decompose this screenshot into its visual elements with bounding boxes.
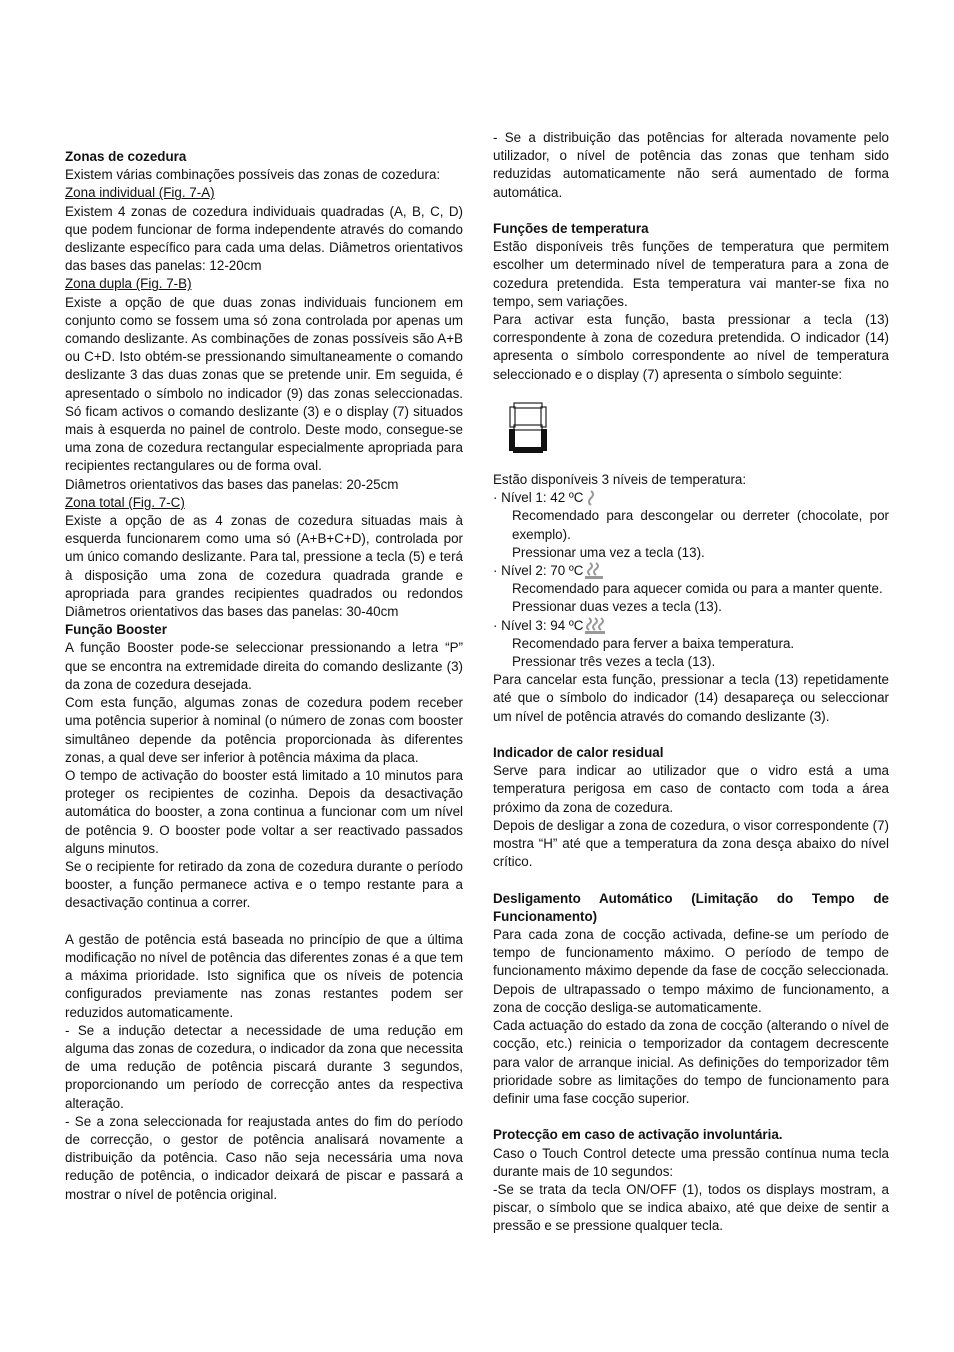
level-2-label: · Nível 2: 70 ºC xyxy=(493,563,584,579)
auto-p1: Para cada zona de cocção activada, define-se um período de tempo de funcionamento máximo. O período de tempo de funcionamento máximo depende da fase de cocção seleccionada. Depois de ultrapassado o tempo máximo de funcionamento, a zona de cocção desliga-se automaticamente. xyxy=(493,927,889,1015)
level-1-use: Recomendado para descongelar ou derreter (chocolate, por exemplo). xyxy=(512,508,889,542)
level-2 xyxy=(493,562,889,580)
heat-waves-3-icon xyxy=(584,617,606,635)
level-1 xyxy=(493,489,889,507)
right-column xyxy=(493,129,889,1236)
level-3-use: Recomendado para ferver a baixa temperatura. xyxy=(512,635,795,651)
temp-p2: Para activar esta função, basta pressionar a tecla (13) correspondente à zona de cozedura pretendida. O indicador (14) apresenta o símbolo correspondente ao nível de temperatura seleccionado e o display (7) apresenta o símbolo seguinte: xyxy=(493,312,889,382)
total-text: Existe a opção de as 4 zonas de cozedura situadas mais à esquerda funcionarem como uma só (A+B+C+D), controlada por um único comando deslizante. Para tal, pressione a tecla (5) e terá à disposição uma zona de cozedura quadrada grande e apropriada para grandes recipientes quadrados ou redondos Diâmetros orientativos das bases das panelas: 30-40cm xyxy=(65,513,463,620)
levels-intro: Estão disponíveis 3 níveis de temperatura: xyxy=(493,472,747,488)
dupla-title: Zona dupla (Fig. 7-B) xyxy=(65,276,192,292)
booster-title: Função Booster xyxy=(65,622,167,638)
total-title: Zona total (Fig. 7-C) xyxy=(65,494,185,510)
temp-title: Funções de temperatura xyxy=(493,221,649,236)
dupla-text: Existe a opção de que duas zonas individuais funcionem em conjunto como se fossem uma só zona controlada por apenas um comando deslizante. As combinações de zonas possíveis são A+B ou C+D. Isto obtém-se pressionando simultaneamente o comando deslizante 3 das duas zonas que se pretende unir. Em seguida, é apresentado o símbolo no indicador (9) das zonas seleccionadas. Só ficam activos o comando deslizante (3) e o display (7) situados mais à esquerda no painel de controlo. Deste modo, consegue-se uma zona de cozedura rectangular especialmente apropriada para recipientes rectangulares ou de forma oval. xyxy=(65,294,463,474)
heat-waves-2-icon xyxy=(584,562,604,580)
individual-text: Existem 4 zonas de cozedura individuais quadradas (A, B, C, D) que podem funcionar de forma independente através do comando deslizante específico para cada uma delas. Diâmetros orientativos das bases das panelas: 12-20cm xyxy=(65,203,463,274)
prot-p1: Caso o Touch Control detecte uma pressão contínua numa tecla durante mais de 10 segundos: xyxy=(493,1145,889,1179)
booster-p3: O tempo de activação do booster está limitado a 10 minutos para proteger os recipientes de cozinha. Depois da desactivação automática do booster, a zona continua a funcionar com um nível de potência 9. O booster pode voltar a ser reactivado passados alguns minutos. xyxy=(65,767,463,856)
level-3-label: · Nível 3: 94 ºC xyxy=(493,617,584,633)
seven-segment-u-icon xyxy=(507,400,549,456)
heat-waves-1-icon xyxy=(584,489,602,507)
cancel-paragraph: Para cancelar esta função, pressionar a tecla (13) repetidamente até que o símbolo do indicador (14) desapareça ou seleccionar um nível de potência através do comando deslizante (3). xyxy=(493,672,889,724)
level-3 xyxy=(493,617,889,635)
level-1-label: · Nível 1: 42 ºC xyxy=(493,490,584,506)
gestao-p3: - Se a zona seleccionada for reajustada antes do fim do período de correcção, o gestor de potência analisará novamente a distribuição da potência. Caso não seja necessária uma nova redução de potência, o indicador deixará de piscar e passará a mostrar o nível de potência original. xyxy=(65,1113,463,1202)
booster-p2: Com esta função, algumas zonas de cozedura podem receber uma potência superior à nominal (o número de zonas com booster simultâneo depende da potência proporcionada às diferentes zonas, a qual deve ser inferior à potência máxima da placa. xyxy=(65,695,463,765)
dupla-diam: Diâmetros orientativos das bases das panelas: 20-25cm xyxy=(65,476,399,492)
level-3-press: Pressionar três vezes a tecla (13). xyxy=(512,654,716,670)
resid-title: Indicador de calor residual xyxy=(493,745,664,761)
resid-p1: Serve para indicar ao utilizador que o vidro está a uma temperatura perigosa em caso de contacto com toda a área próximo da zona de cozedura. xyxy=(493,763,889,815)
level-2-press: Pressionar duas vezes a tecla (13). xyxy=(512,599,722,615)
auto-title: Desligamento Automático (Limitação do Tempo de Funcionamento) xyxy=(493,890,889,924)
left-column xyxy=(65,148,463,1204)
level-1-press: Pressionar uma vez a tecla (13). xyxy=(512,544,705,560)
individual-title: Zona individual (Fig. 7-A) xyxy=(65,185,215,201)
temp-p1: Estão disponíveis três funções de temperatura que permitem escolher um determinado nível de temperatura para a zona de cozedura pretendida. Esta temperatura vai manter-se fixa no tempo, sem variações. xyxy=(493,239,889,309)
resid-p2: Depois de desligar a zona de cozedura, o visor correspondente (7) mostra “H” até que a temperatura da zona desça abaixo do nível crítico. xyxy=(493,817,889,870)
gestao-p2: - Se a indução detectar a necessidade de uma redução em alguma das zonas de cozedura, o indicador da zona que necessita de uma redução de potência piscará durante 3 segundos, proporcionando um período de correcção antes da respectiva alteração. xyxy=(65,1022,463,1111)
level-2-use: Recomendado para aquecer comida ou para a manter quente. xyxy=(512,581,883,597)
auto-p2: Cada actuação do estado da zona de cocção (alterando o nível de cocção, etc.) reinicia o temporizador da contagem decrescente para valor de arranque inicial. As definições do temporizador têm prioridade sobre as limitações do tempo de funcionamento para definir uma fase cocção superior. xyxy=(493,1018,889,1106)
booster-p1: A função Booster pode-se seleccionar pressionando a letra “P” que se encontra na extremidade direita do comando deslizante (3) da zona de cozedura desejada. xyxy=(65,640,463,692)
zonas-title: Zonas de cozedura xyxy=(65,149,187,164)
prot-p2: -Se se trata da tecla ON/OFF (1), todos os displays mostram, a piscar, o símbolo que se indica abaixo, até que deixe de sentir a pressão e se pressione qualquer tecla. xyxy=(493,1181,889,1234)
dist-paragraph: - Se a distribuição das potências for alterada novamente pelo utilizador, o nível de potência das zonas que tenham sido reduzidas automaticamente não será aumentado de forma automática. xyxy=(493,130,889,200)
gestao-p1: A gestão de potência está baseada no princípio de que a última modificação no nível de potência das diferentes zonas é a que tem a máxima prioridade. Isto significa que os níveis de potencia configurados previamente nas zonas restantes podem ser reduzidos automaticamente. xyxy=(65,931,463,1020)
zonas-intro: Existem várias combinações possíveis das zonas de cozedura: xyxy=(65,167,441,183)
booster-p4: Se o recipiente for retirado da zona de cozedura durante o período booster, a função permanece activa e o tempo restante para a desactivação continua a correr. xyxy=(65,858,463,911)
prot-title: Protecção em caso de activação involuntária. xyxy=(493,1127,783,1143)
